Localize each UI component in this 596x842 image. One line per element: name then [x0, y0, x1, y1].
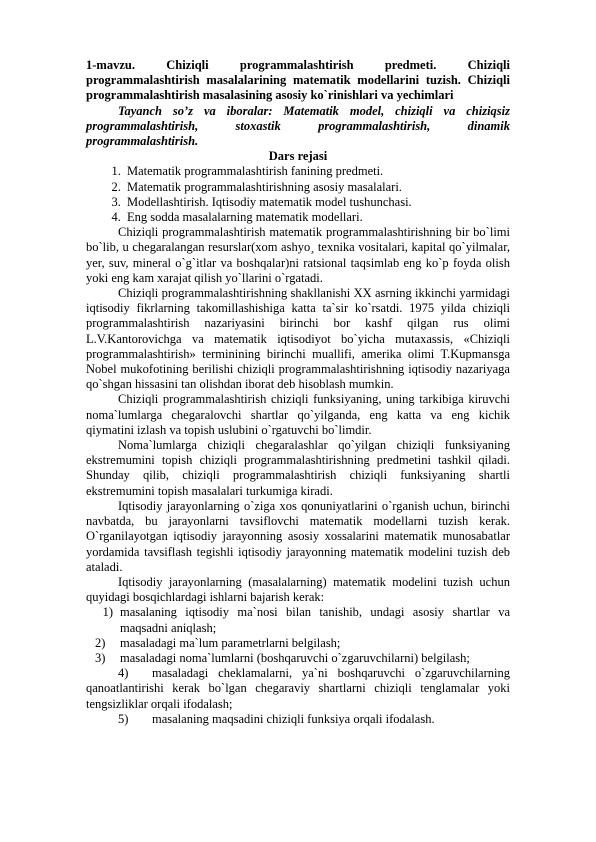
step-number: 1): [102, 605, 113, 620]
step-text: masalaning maqsadini chiziqli funksiya orqali ifodalash.: [152, 711, 435, 726]
paragraph: Chiziqli programmalashtirish matematik programmalashtirishning bir bo`limi bo`lib, u chegaralangan resurslar(xom ashyo¸ texnika vositalari, kapital qo`yilmalar, yer, suv, mineral o`g`itlar va boshqalar)ni ratsional taqsimlab eng ko`p foyda olish yoki eng kam xarajat qilish yo`llarini o`rgatadi.: [86, 225, 510, 285]
keywords-line: Tayanch so’z va iboralar: Matematik model, chiziqli va chiziqsiz programmalashtirish, stoxastik programmalashtirish, dinamik programmalashtirish.: [86, 103, 510, 149]
paragraph: Iqtisodiy jarayonlarning (masalalarning) matematik modelini tuzish uchun quyidagi bosqichlardagi ishlarni bajarish kerak:: [86, 574, 510, 605]
plan-item: 2. Matematik programmalashtirishning asosiy masalalari.: [124, 180, 510, 195]
plan-title: Dars rejasi: [268, 149, 328, 164]
plan-item: 4. Eng sodda masalalarning matematik modellari.: [124, 210, 510, 225]
step-text: masaladagi cheklamalarni, ya`ni boshqaruvchi o`zgaruvchilarning qanoatlantirishi kerak bo`lgan chegaraviy shartlarni chiziqli tenglamalar yoki tengsizliklar orqali ifodalash;: [86, 666, 510, 711]
lecture-heading: 1-mavzu. Chiziqli programmalashtirish predmeti. Chiziqli programmalashtirish masalalarining matematik modellarini tuzish. Chiziqli programmalashtirish masalasining asosiy ko`rinishlari va yechimlari: [86, 58, 510, 103]
step-item: [86, 605, 510, 635]
paragraph: Chiziqli programmalashtirish chiziqli funksiyaning, uning tarkibiga kiruvchi noma`lumlarga chegaralovchi shartlar qo`yilganda, eng katta va eng kichik qiymatini izlash va topish uslubini o`rgatuvchi bo`limdir.: [86, 392, 510, 437]
step-item: [86, 666, 510, 712]
step-number: 2): [95, 635, 106, 650]
paragraph: Chiziqli programmalashtirishning shakllanishi XX asrning ikkinchi yarmidagi iqtisodiy fikrlarning takomillashishiga katta ta`sir ko`rsatdi. 1975 yilda chiziqli programmalashtirish nazariyasini birinchi bor kashf qilgan rus olimi L.V.Kantorovichga va matematik iqtisodiyot bo`yicha mutaxassis, «Chiziqli programmalashtirish» terminining birinchi muallifi, amerika olimi T.Kupmansga Nobel mukofotining berilishi chiziqli programmalashtirishning iqtisodiy nazariyaga qo`shgan hissasini tan olishdan iborat deb hisoblash mumkin.: [86, 286, 510, 392]
step-item: [86, 712, 510, 727]
paragraph: Iqtisodiy jarayonlarning o`ziga xos qonuniyatlarini o`rganish uchun, birinchi navbatda, bu jarayonlarni tavsiflovchi matematik modellarni tuzish kerak. O`rganilayotgan iqtisodiy jarayonning asosiy xossalarini matematik munosabatlar yordamida tavsiflash tegishli iqtisodiy jarayonning matematik modelini tuzish deb ataladi.: [86, 498, 510, 574]
step-text: masaladagi noma`lumlarni (boshqaruvchi o`zgaruvchilarni) belgilash;: [120, 650, 470, 665]
plan-list: [86, 164, 510, 225]
step-number: 3): [95, 650, 106, 665]
plan-item: 1. Matematik programmalashtirish fanining predmeti.: [124, 164, 510, 179]
step-item: [86, 651, 510, 666]
step-text: masalaning iqtisodiy ma`nosi bilan tanishib, undagi asosiy shartlar va maqsadni aniqlash;: [120, 605, 510, 635]
step-item: [86, 636, 510, 651]
paragraph: Noma`lumlarga chiziqli chegaralashlar qo`yilgan chiziqli funksiyaning ekstremumini topish chiziqli programmalashtirishning predmetini tashkil qiladi. Shunday qilib, chiziqli programmalashtirish chiziqli funksiyaning shartli ekstremumini topish masalalari turkumiga kiradi.: [86, 438, 510, 498]
step-number: 4): [118, 666, 129, 681]
step-number: 5): [118, 711, 129, 726]
plan-item: 3. Modellashtirish. Iqtisodiy matematik model tushunchasi.: [124, 195, 510, 210]
step-text: masaladagi ma`lum parametrlarni belgilash;: [120, 635, 341, 650]
